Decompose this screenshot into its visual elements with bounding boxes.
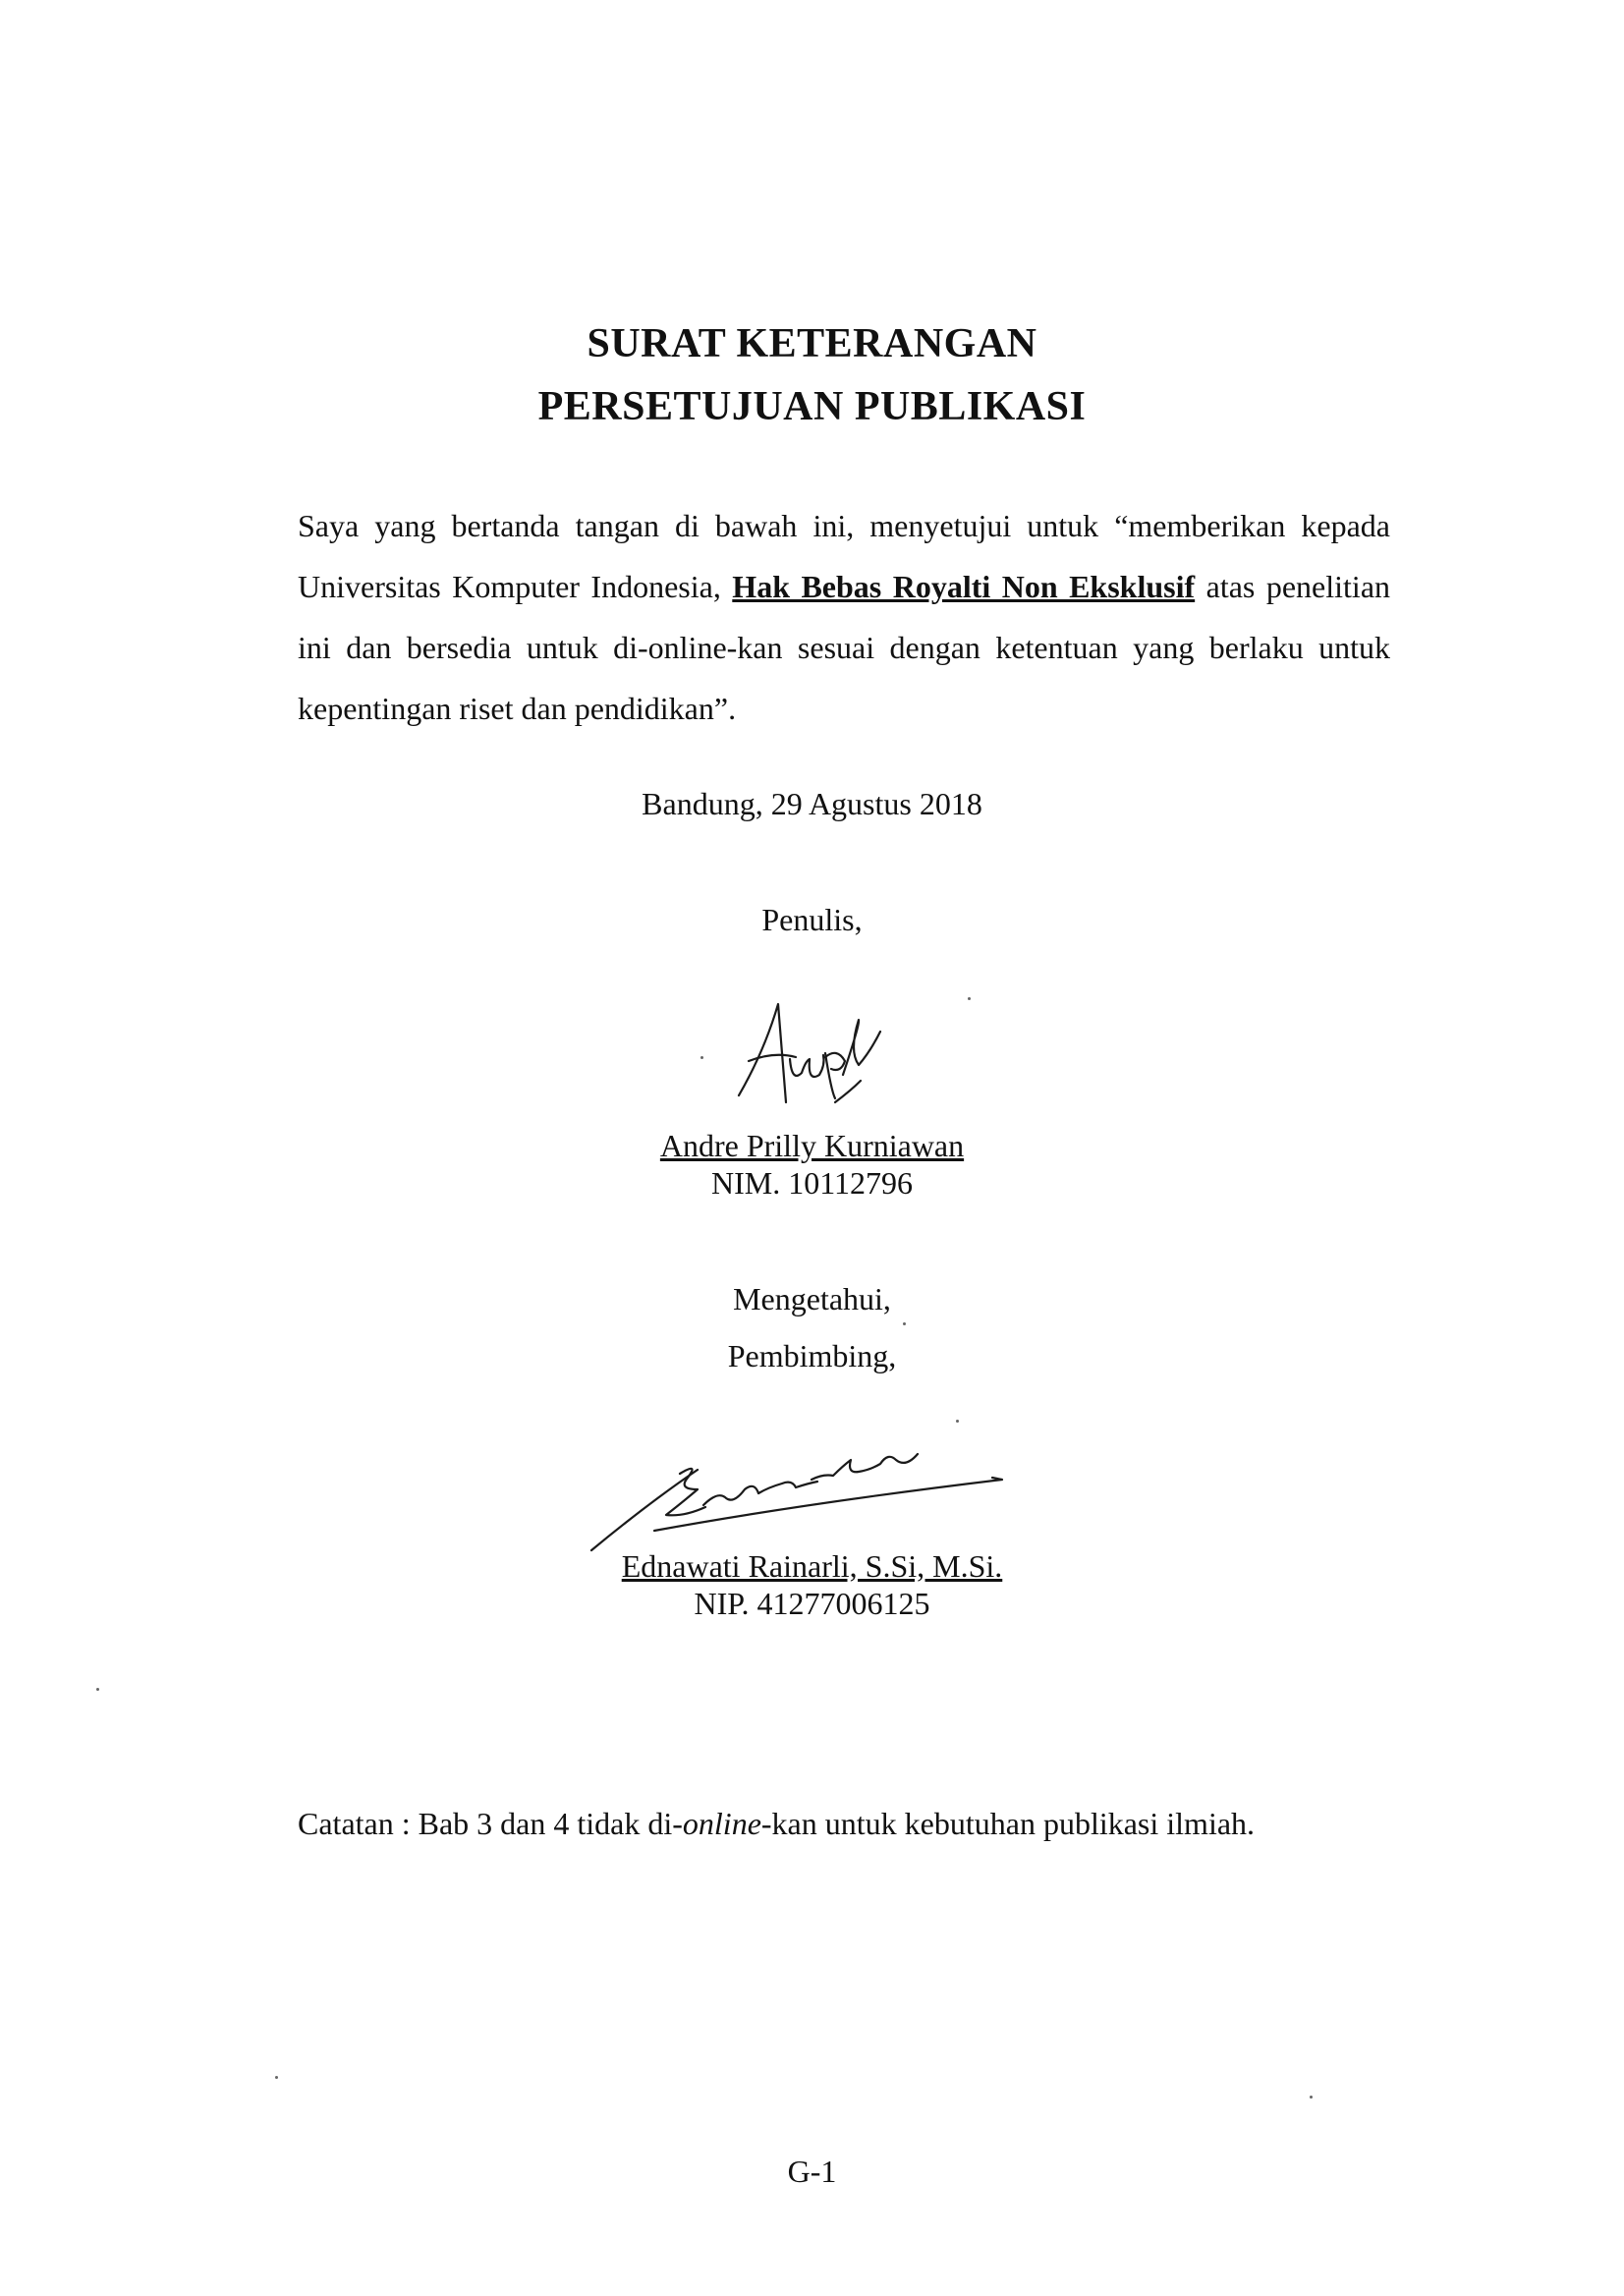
author-name: Andre Prilly Kurniawan — [659, 1128, 965, 1163]
note-prefix: Catatan : Bab 3 dan 4 tidak di- — [298, 1806, 683, 1841]
statement-emphasis: Hak Bebas Royalti Non Eksklusif — [732, 569, 1196, 604]
supervisor-name: Ednawati Rainarli, S.Si, M.Si. — [621, 1548, 1003, 1584]
statement-paragraph — [298, 495, 1390, 739]
document-title-line2: PERSETUJUAN PUBLIKASI — [537, 384, 1087, 429]
document-title-line1: SURAT KETERANGAN — [587, 321, 1037, 366]
supervisor-role: Pembimbing, — [727, 1338, 897, 1373]
note-italic: online — [682, 1806, 761, 1841]
author-role: Penulis, — [761, 902, 863, 937]
publication-note — [298, 1806, 1255, 1842]
acknowledgement-label: Mengetahui, — [733, 1281, 891, 1316]
statement-part2: atas penelitian ini dan bersedia untuk di-online-kan sesuai dengan ketentuan yang berlaku untuk kepentingan riset dan pendidikan”. — [298, 569, 1391, 726]
page-number: G-1 — [787, 2154, 837, 2189]
place-date: Bandung, 29 Agustus 2018 — [642, 786, 982, 821]
author-signature — [688, 992, 904, 1130]
author-nim: NIM. 10112796 — [710, 1165, 914, 1201]
supervisor-nip: NIP. 41277006125 — [694, 1586, 930, 1621]
note-suffix: -kan untuk kebutuhan publikasi ilmiah. — [760, 1806, 1256, 1841]
statement-part1: Saya yang bertanda tangan di bawah ini, menyetujui untuk “memberikan kepada Universitas Komputer Indonesia, — [298, 508, 1390, 604]
